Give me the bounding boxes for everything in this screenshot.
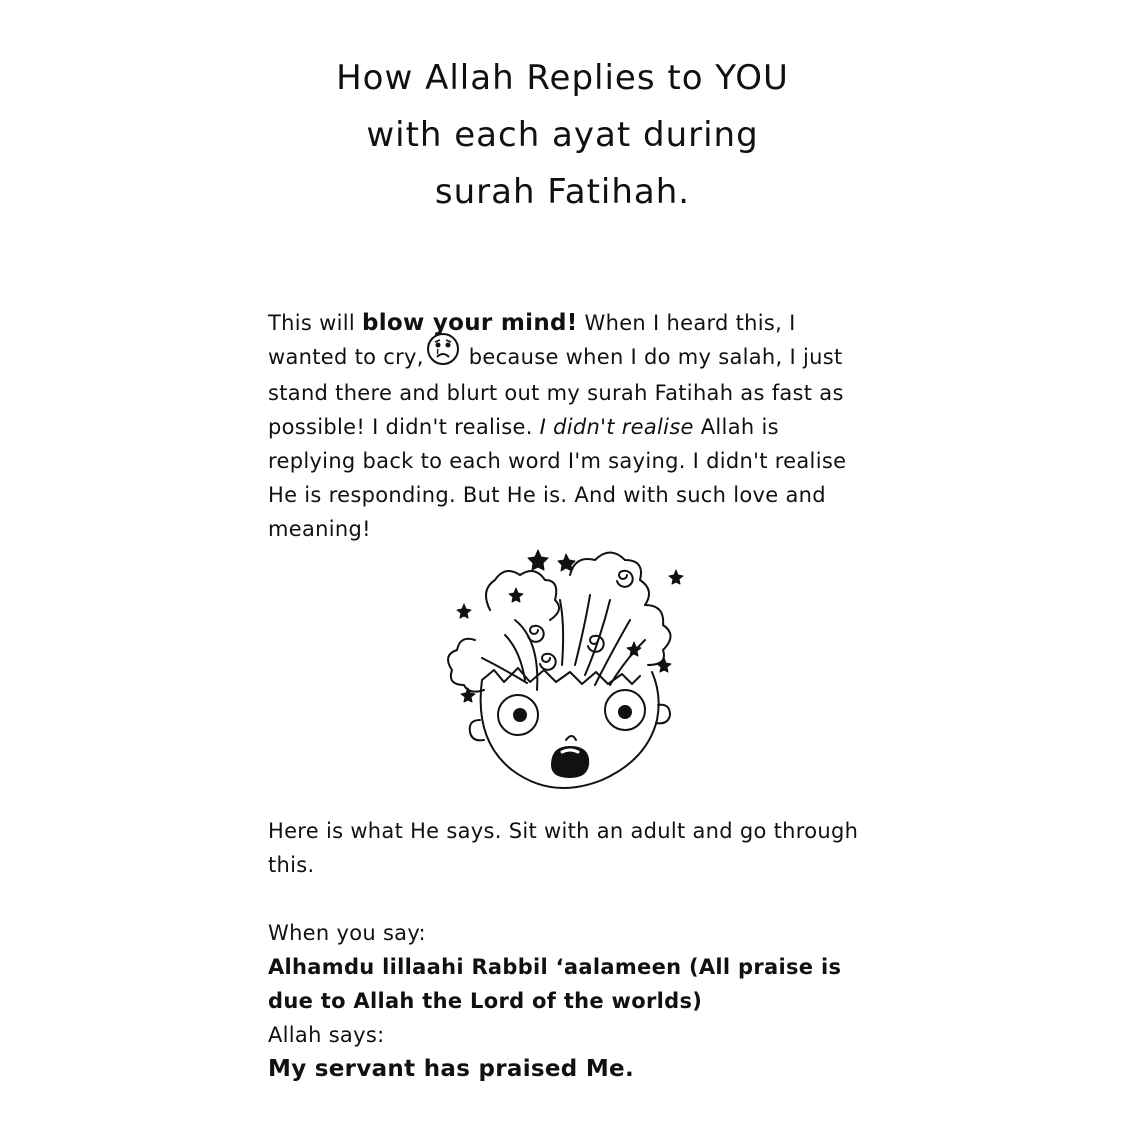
mind-blown-head-icon [420, 540, 710, 800]
intro-paragraph [268, 306, 868, 546]
instructions-text: Here is what He says. Sit with an adult and go through this. [268, 819, 859, 877]
exchange-block [268, 916, 868, 1086]
blow-your-mind-emphasis: blow your mind! [361, 310, 578, 336]
intro-italic: I didn't realise [539, 415, 694, 439]
intro-part-2: When I heard this, I wanted to cry, [268, 311, 796, 369]
sad-face-icon [426, 332, 460, 376]
allah-says-label: Allah says: [268, 1023, 385, 1047]
intro-part-1: This will [268, 311, 362, 335]
title-line-3: surah Fatihah. [434, 172, 691, 212]
title-line-1: How Allah Replies to YOU [336, 58, 789, 98]
intro-part-3: because when I do my salah, I just stand there and blurt out my surah Fatihah as fast as possible! I didn't realise. [268, 345, 844, 439]
page-title [0, 50, 1125, 221]
when-you-say-label: When you say: [268, 921, 426, 945]
allah-reply-text: My servant has praised Me. [268, 1056, 634, 1082]
title-line-2: with each ayat during [366, 115, 759, 155]
verse-text: Alhamdu lillaahi Rabbil ‘aalameen (All praise is due to Allah the Lord of the worlds) [268, 955, 842, 1013]
intro-part-4: Allah is replying back to each word I'm saying. I didn't realise He is responding. But He is. And with such love and meaning! [268, 415, 847, 541]
